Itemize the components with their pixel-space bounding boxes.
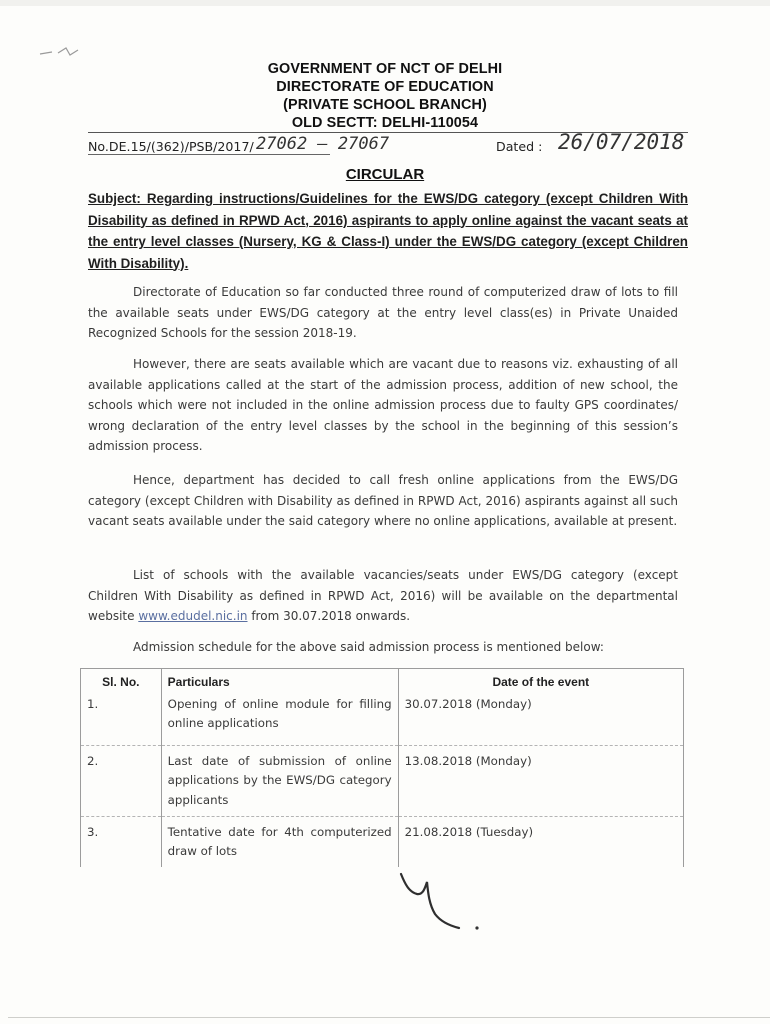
row-date: 13.08.2018 (Monday) [398,745,683,816]
header-sl-no: Sl. No. [81,669,162,693]
header-date-of-event: Date of the event [398,669,683,693]
dated-label: Dated : [496,139,543,154]
school-list-text-before: List of schools with the available vacancies/seats under EWS/DG category (except Children With Disability as defined in RPWD Act, 2016) will be available on the departmental website [88,568,678,623]
row-date: 30.07.2018 (Monday) [398,693,683,746]
reference-row [88,130,688,160]
header-directorate: DIRECTORATE OF EDUCATION [276,79,494,95]
row-sl-no: 3. [81,816,162,867]
handwritten-date: 26/07/2018 [558,130,685,154]
table-header-row [81,669,684,693]
reference-rule-bottom [88,154,330,155]
row-date: 21.08.2018 (Tuesday) [398,816,683,867]
table-row [81,816,684,867]
table-row [81,693,684,746]
reference-number: No.DE.15/(362)/PSB/2017/ [88,139,254,154]
paragraph-schedule-intro: Admission schedule for the above said admission process is mentioned below: [133,640,604,654]
paragraph-vacant-seats: However, there are seats available which are vacant due to reasons viz. exhausting of all available applications called at the start of the admission process, addition of new school, the schools which were not included in the online admission process due to faulty GPS coordinates/ wrong declaration of the entry level classes by the school in the beginning of this session’s admission process. [88,357,678,453]
scan-corner-mark [38,44,86,60]
row-particulars: Tentative date for 4th computerized draw of lots [161,816,398,867]
paragraph-school-list [88,565,678,627]
handwritten-signature [395,862,495,937]
scan-edge-bottom [8,1017,770,1018]
row-sl-no: 1. [81,693,162,746]
header-particulars: Particulars [161,669,398,693]
paragraph-fresh-applications: Hence, department has decided to call fresh online applications from the EWS/DG category (except Children with Disability as defined in RPWD Act, 2016) aspirants against all such vacant seats available under the said category where no online applications, available at present. [88,473,678,528]
header-government: GOVERNMENT OF NCT OF DELHI [267,61,503,77]
admission-schedule-table [80,668,684,867]
handwritten-reference-number: 27062 – 27067 [256,134,390,154]
scan-edge-top [0,0,770,6]
row-particulars: Opening of online module for filling online applications [161,693,398,746]
paragraph-draw-of-lots: Directorate of Education so far conducted three round of computerized draw of lots to fill the available seats under EWS/DG category at the entry level class(es) in Private Unaided Recognized Schools for the session 2018-19. [88,285,678,340]
subject-line: Subject: Regarding instructions/Guidelines for the EWS/DG category (except Children With Disability as defined in RPWD Act, 2016) aspirants to apply online against the vacant seats at the entry level classes (Nursery, KG & Class-I) under the EWS/DG category (except Children With Disability). [88,191,688,271]
circular-title: CIRCULAR [345,166,425,183]
header-address: OLD SECTT: DELHI-110054 [291,115,479,131]
school-list-text-after: from 30.07.2018 onwards. [247,609,411,623]
row-particulars: Last date of submission of online applications by the EWS/DG category applicants [161,745,398,816]
edudel-website-link[interactable]: www.edudel.nic.in [138,609,248,623]
table-row [81,745,684,816]
header-branch: (PRIVATE SCHOOL BRANCH) [283,97,487,113]
row-sl-no: 2. [81,745,162,816]
